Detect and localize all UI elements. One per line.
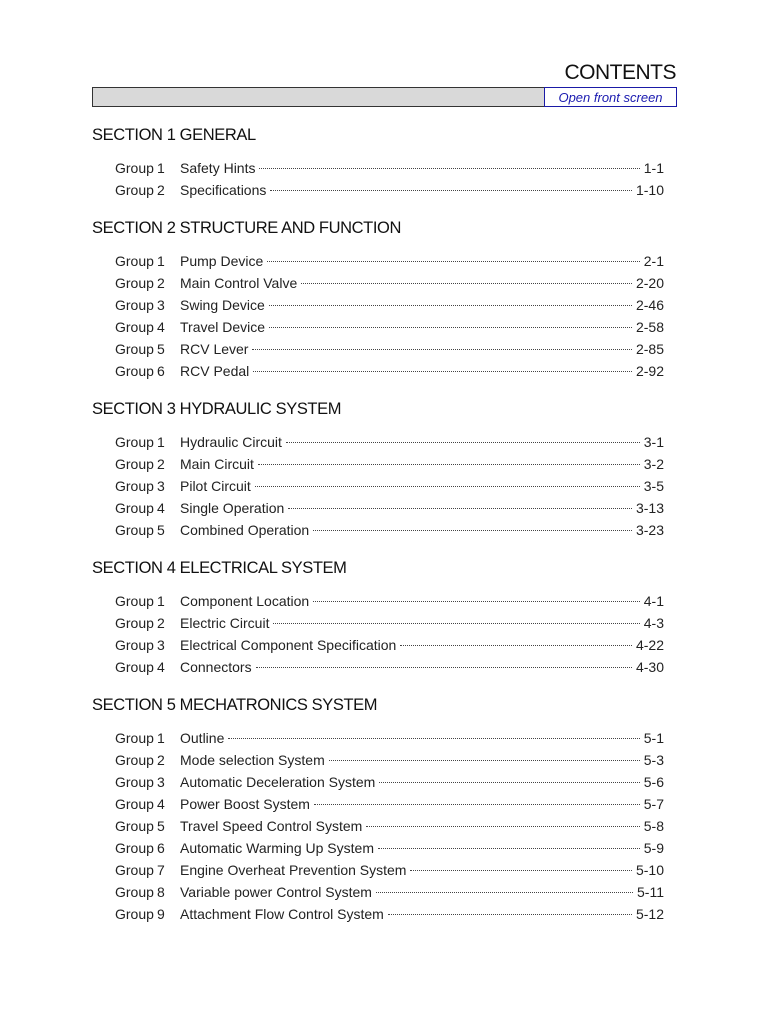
dot-leader <box>313 601 640 602</box>
group-number: 5 <box>157 341 165 357</box>
group-list <box>92 431 664 541</box>
page-number: 5-1 <box>643 730 664 746</box>
dot-leader <box>253 371 632 372</box>
group-title: Engine Overheat Prevention System <box>180 862 407 878</box>
group-label: Group <box>115 434 154 450</box>
group-label: Group <box>115 840 154 856</box>
group-title: Hydraulic Circuit <box>180 434 282 450</box>
page-number: 3-1 <box>643 434 664 450</box>
open-front-screen-link[interactable]: Open front screen <box>544 87 677 107</box>
group-label: Group <box>115 615 154 631</box>
group-label: Group <box>115 275 154 291</box>
dot-leader <box>267 261 640 262</box>
group-number: 4 <box>157 659 165 675</box>
toc-section <box>92 694 664 925</box>
toc-entry[interactable] <box>92 634 664 656</box>
group-list <box>92 157 664 201</box>
group-title: Combined Operation <box>180 522 310 538</box>
dot-leader <box>378 848 640 849</box>
group-title: Safety Hints <box>180 160 256 176</box>
group-label: Group <box>115 906 154 922</box>
page-number: 2-46 <box>635 297 664 313</box>
toc-entry[interactable] <box>92 793 664 815</box>
group-label: Group <box>115 522 154 538</box>
group-number: 5 <box>157 818 165 834</box>
group-number: 3 <box>157 478 165 494</box>
group-list <box>92 590 664 678</box>
toc-entry[interactable] <box>92 903 664 925</box>
group-label: Group <box>115 160 154 176</box>
dot-leader <box>410 870 632 871</box>
toc-entry[interactable] <box>92 859 664 881</box>
group-title: Mode selection System <box>180 752 325 768</box>
toc-entry[interactable] <box>92 250 664 272</box>
toc-entry[interactable] <box>92 338 664 360</box>
toc-section <box>92 217 664 382</box>
group-title: Swing Device <box>180 297 265 313</box>
page-number: 4-3 <box>643 615 664 631</box>
group-label: Group <box>115 752 154 768</box>
page-number: 2-1 <box>643 253 664 269</box>
table-of-contents <box>92 124 664 925</box>
group-label: Group <box>115 796 154 812</box>
group-title: Single Operation <box>180 500 285 516</box>
page-number: 4-1 <box>643 593 664 609</box>
page-number: 4-22 <box>635 637 664 653</box>
dot-leader <box>273 623 639 624</box>
toc-entry[interactable] <box>92 771 664 793</box>
page-number: 2-92 <box>635 363 664 379</box>
group-number: 4 <box>157 319 165 335</box>
page-number: 2-58 <box>635 319 664 335</box>
group-label: Group <box>115 593 154 609</box>
group-title: Pump Device <box>180 253 264 269</box>
group-number: 2 <box>157 275 165 291</box>
toc-entry[interactable] <box>92 837 664 859</box>
page-number: 5-11 <box>637 884 664 900</box>
group-number: 1 <box>157 434 165 450</box>
dot-leader <box>313 530 632 531</box>
toc-entry[interactable] <box>92 179 664 201</box>
dot-leader <box>379 782 639 783</box>
group-number: 2 <box>157 615 165 631</box>
group-title: Component Location <box>180 593 310 609</box>
toc-entry[interactable] <box>92 316 664 338</box>
group-number: 5 <box>157 522 165 538</box>
group-title: Attachment Flow Control System <box>180 906 384 922</box>
dot-leader <box>329 760 640 761</box>
header-bar <box>92 87 677 107</box>
group-list <box>92 250 664 382</box>
toc-entry[interactable] <box>92 590 664 612</box>
group-title: Electric Circuit <box>180 615 270 631</box>
dot-leader <box>269 327 632 328</box>
dot-leader <box>228 738 639 739</box>
page-number: 2-20 <box>635 275 664 291</box>
page-number: 1-1 <box>643 160 664 176</box>
group-number: 2 <box>157 752 165 768</box>
group-number: 3 <box>157 637 165 653</box>
group-label: Group <box>115 818 154 834</box>
dot-leader <box>259 168 639 169</box>
toc-section <box>92 124 664 201</box>
toc-entry[interactable] <box>92 881 664 903</box>
group-label: Group <box>115 456 154 472</box>
group-number: 6 <box>157 840 165 856</box>
page-number: 5-10 <box>635 862 664 878</box>
page-number: 3-23 <box>635 522 664 538</box>
section-title[interactable]: SECTION 5 MECHATRONICS SYSTEM <box>92 696 378 714</box>
group-title: Electrical Component Specification <box>180 637 397 653</box>
group-title: Pilot Circuit <box>180 478 251 494</box>
dot-leader <box>252 349 632 350</box>
toc-entry[interactable] <box>92 475 664 497</box>
page-title: CONTENTS <box>564 61 676 84</box>
dot-leader <box>400 645 632 646</box>
dot-leader <box>288 508 632 509</box>
group-title: Main Circuit <box>180 456 254 472</box>
group-title: Travel Speed Control System <box>180 818 363 834</box>
group-title: Main Control Valve <box>180 275 298 291</box>
group-label: Group <box>115 659 154 675</box>
group-number: 2 <box>157 182 165 198</box>
group-number: 3 <box>157 297 165 313</box>
dot-leader <box>314 804 640 805</box>
page-number: 5-8 <box>643 818 664 834</box>
toc-section <box>92 398 664 541</box>
section-title[interactable]: SECTION 1 GENERAL <box>92 126 256 144</box>
group-number: 9 <box>157 906 165 922</box>
group-number: 4 <box>157 796 165 812</box>
section-title[interactable]: SECTION 3 HYDRAULIC SYSTEM <box>92 400 342 418</box>
toc-entry[interactable] <box>92 453 664 475</box>
dot-leader <box>376 892 633 893</box>
page-number: 5-9 <box>643 840 664 856</box>
group-number: 1 <box>157 730 165 746</box>
group-label: Group <box>115 297 154 313</box>
group-title: Specifications <box>180 182 267 198</box>
dot-leader <box>286 442 640 443</box>
page-number: 3-2 <box>643 456 664 472</box>
page-number: 5-12 <box>635 906 664 922</box>
group-number: 4 <box>157 500 165 516</box>
page-number: 5-7 <box>643 796 664 812</box>
group-label: Group <box>115 500 154 516</box>
group-number: 1 <box>157 253 165 269</box>
section-title[interactable]: SECTION 4 ELECTRICAL SYSTEM <box>92 559 347 577</box>
dot-leader <box>388 914 632 915</box>
group-label: Group <box>115 182 154 198</box>
dot-leader <box>270 190 632 191</box>
group-label: Group <box>115 363 154 379</box>
group-label: Group <box>115 862 154 878</box>
toc-entry[interactable] <box>92 294 664 316</box>
toc-entry[interactable] <box>92 749 664 771</box>
dot-leader <box>269 305 632 306</box>
toc-entry[interactable] <box>92 497 664 519</box>
page-number: 2-85 <box>635 341 664 357</box>
group-title: Outline <box>180 730 225 746</box>
group-list <box>92 727 664 925</box>
group-label: Group <box>115 253 154 269</box>
toc-section <box>92 557 664 678</box>
group-title: Travel Device <box>180 319 266 335</box>
section-title[interactable]: SECTION 2 STRUCTURE AND FUNCTION <box>92 219 401 237</box>
toc-entry[interactable] <box>92 519 664 541</box>
page-number: 5-6 <box>643 774 664 790</box>
toc-entry[interactable] <box>92 360 664 382</box>
toc-entry[interactable] <box>92 656 664 678</box>
group-label: Group <box>115 478 154 494</box>
page-number: 3-13 <box>635 500 664 516</box>
group-title: Connectors <box>180 659 252 675</box>
toc-entry[interactable] <box>92 157 664 179</box>
group-number: 3 <box>157 774 165 790</box>
dot-leader <box>258 464 640 465</box>
group-label: Group <box>115 319 154 335</box>
group-number: 8 <box>157 884 165 900</box>
group-number: 1 <box>157 160 165 176</box>
group-label: Group <box>115 341 154 357</box>
group-label: Group <box>115 637 154 653</box>
group-number: 6 <box>157 363 165 379</box>
group-number: 2 <box>157 456 165 472</box>
dot-leader <box>301 283 632 284</box>
toc-entry[interactable] <box>92 612 664 634</box>
toc-entry[interactable] <box>92 727 664 749</box>
group-title: Power Boost System <box>180 796 310 812</box>
page-number: 3-5 <box>643 478 664 494</box>
group-number: 7 <box>157 862 165 878</box>
group-title: RCV Lever <box>180 341 249 357</box>
group-title: Automatic Warming Up System <box>180 840 374 856</box>
dot-leader <box>256 667 632 668</box>
page-number: 4-30 <box>635 659 664 675</box>
group-label: Group <box>115 774 154 790</box>
dot-leader <box>366 826 639 827</box>
group-title: RCV Pedal <box>180 363 250 379</box>
group-title: Variable power Control System <box>180 884 372 900</box>
group-label: Group <box>115 884 154 900</box>
toc-entry[interactable] <box>92 272 664 294</box>
toc-entry[interactable] <box>92 815 664 837</box>
group-number: 1 <box>157 593 165 609</box>
page-number: 5-3 <box>643 752 664 768</box>
dot-leader <box>255 486 640 487</box>
page-number: 1-10 <box>635 182 664 198</box>
group-label: Group <box>115 730 154 746</box>
group-title: Automatic Deceleration System <box>180 774 376 790</box>
toc-entry[interactable] <box>92 431 664 453</box>
